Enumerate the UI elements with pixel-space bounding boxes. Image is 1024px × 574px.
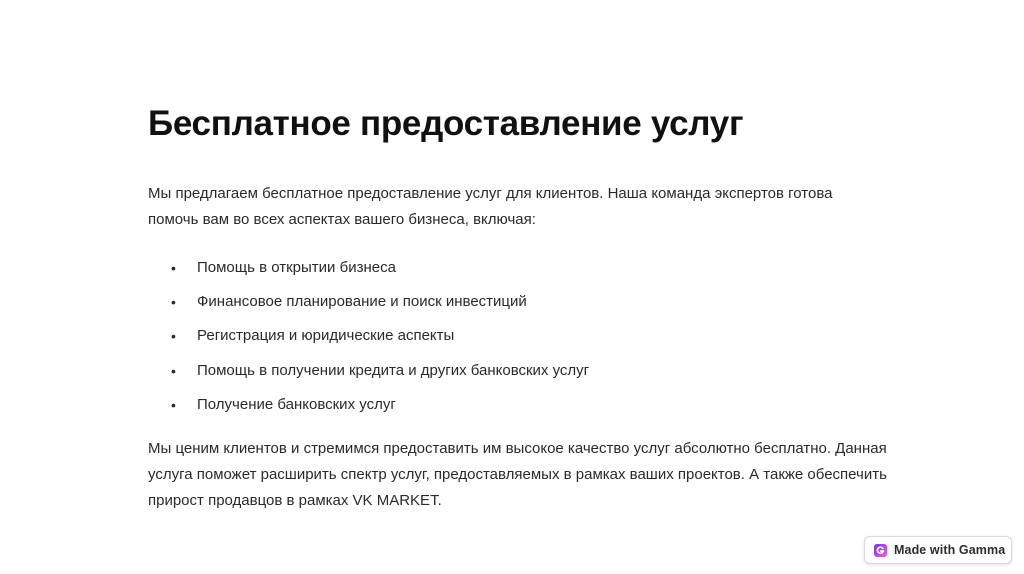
list-item-text: Помощь в получении кредита и других банковских услуг xyxy=(197,361,590,379)
gamma-logo-icon xyxy=(874,544,887,557)
bullet-icon: • xyxy=(171,328,176,345)
intro-paragraph: Мы предлагаем бесплатное предоставление услуг для клиентов. Наша команда экспертов готова помочь вам во всех аспектах вашего бизнеса, включая: xyxy=(148,185,833,228)
badge-label: Made with Gamma xyxy=(894,543,1006,557)
bullet-icon: • xyxy=(171,260,176,276)
bullet-icon: • xyxy=(171,294,176,311)
list-item xyxy=(148,354,908,388)
made-with-gamma-button[interactable] xyxy=(864,536,1012,564)
bullet-icon: • xyxy=(171,362,176,379)
list-item xyxy=(148,319,908,353)
list-item xyxy=(148,388,908,422)
slide-title: Бесплатное предоставление услуг xyxy=(148,104,744,143)
list-item xyxy=(148,285,908,319)
closing-paragraph: Мы ценим клиентов и стремимся предоставить им высокое качество услуг абсолютно бесплатно. Данная услуга поможет расширить спектр услуг, предоставляемых в рамках ваших проектов. А также обеспечить прирост продавцов в рамках VK MARKET. xyxy=(148,440,887,510)
list-item xyxy=(148,251,908,285)
bullet-icon: • xyxy=(171,396,176,413)
slide-content xyxy=(148,100,908,514)
list-item-text: Регистрация и юридические аспекты xyxy=(197,327,455,345)
services-list xyxy=(148,251,908,422)
list-item-text: Получение банковских услуг xyxy=(197,395,396,413)
list-item-text: Финансовое планирование и поиск инвестиций xyxy=(197,293,527,311)
list-item-text: Помощь в открытии бизнеса xyxy=(197,259,396,276)
